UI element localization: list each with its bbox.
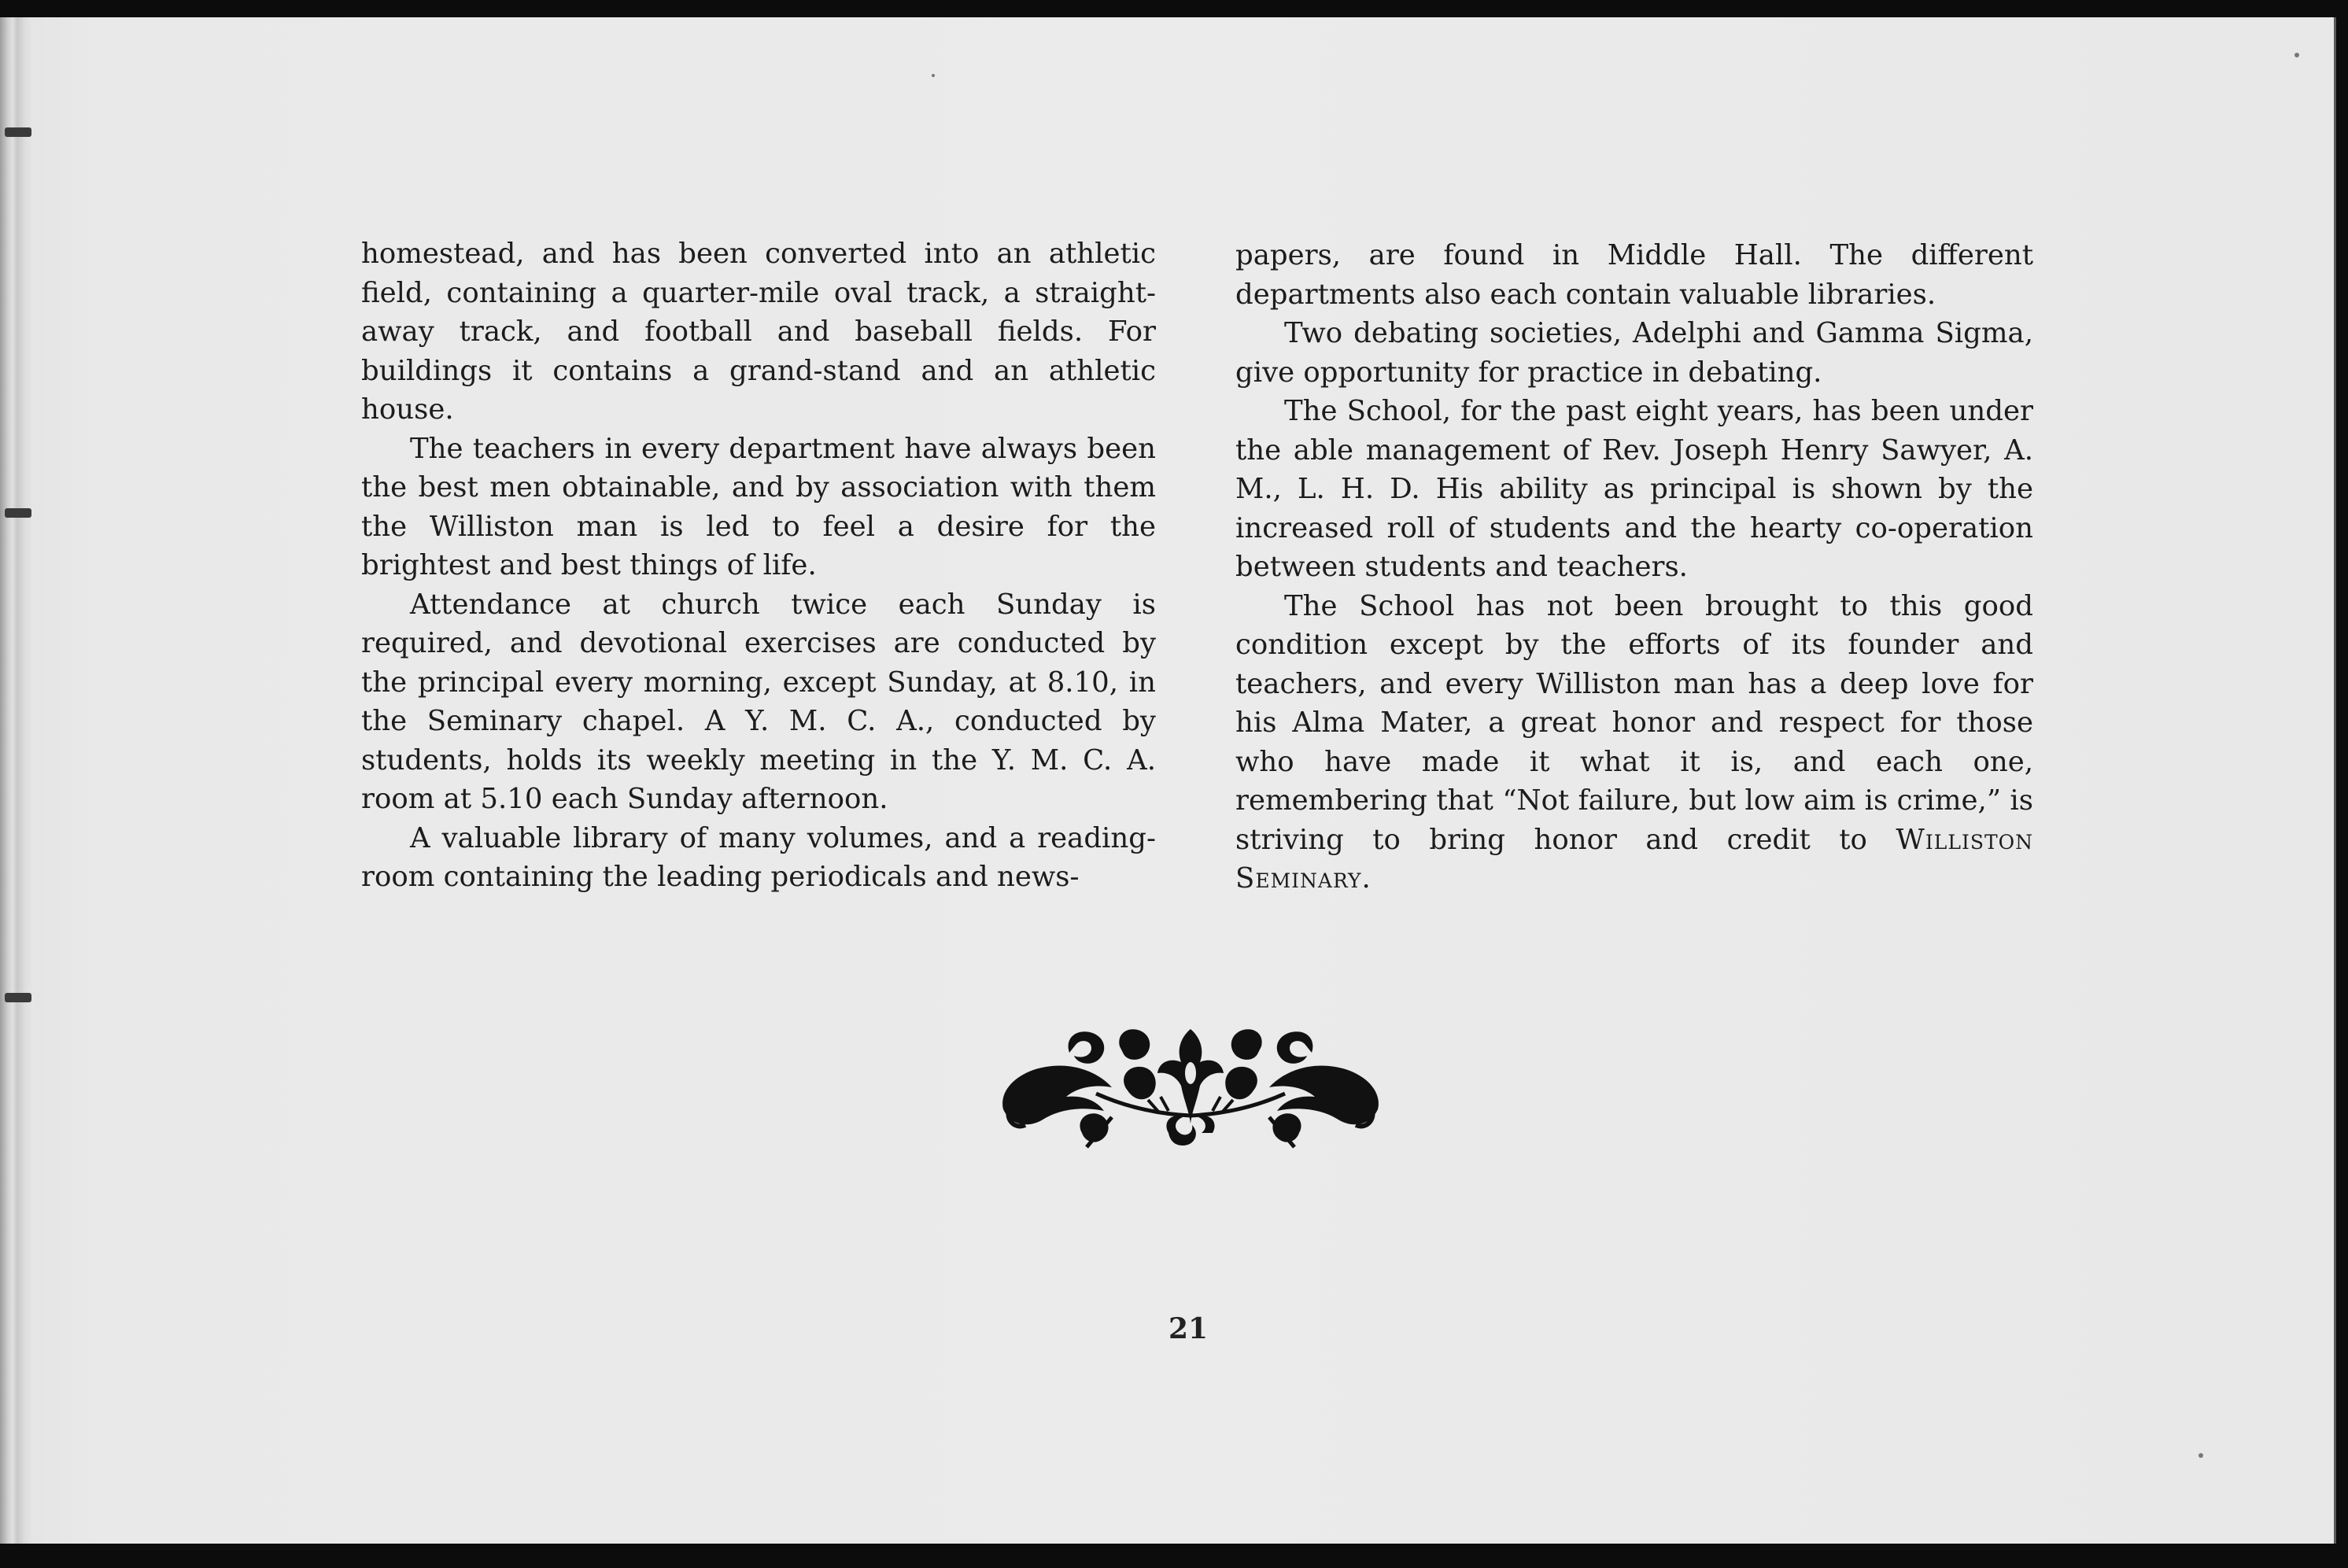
paragraph: The School, for the past eight years, has been under the able management of Rev. Joseph Henry Sawyer, A. M., L. H. D. His ability as principal is shown by the increased roll of students and the hearty co-operation between students and teachers. <box>1235 395 2033 583</box>
binding-staple <box>5 508 31 518</box>
paragraph: Attendance at church twice each Sunday is required, and devotional exercises are conducted by the principal every morning, except Sunday, at 8.10, in the Seminary chapel. A Y. M. C. A., conducted by students, holds its weekly meeting in the Y. M. C. A. room at 5.10 each Sunday afternoon. <box>361 588 1156 815</box>
right-text-column <box>1235 236 2033 898</box>
paragraph-text: The School has not been brought to this good condition except by the efforts of its founder and teachers, and every Williston man has a deep love for his Alma Mater, a great honor and respect for those who have made it what it is, and each one, remembering that “Not failure, but low aim is crime,” is striving to bring honor and credit to <box>1235 589 2033 856</box>
paper-speck <box>2294 53 2299 57</box>
paragraph: A valuable library of many volumes, and a reading-room containing the leading periodicals and news- <box>361 821 1156 893</box>
paragraph-end: . <box>1361 862 1371 895</box>
paragraph: The teachers in every department have always been the best men obtainable, and by association with them the Williston man is led to feel a desire for the brightest and best things of life. <box>361 432 1156 581</box>
paper-speck <box>2198 1453 2203 1458</box>
school-name: Williston Seminary <box>1235 823 2033 895</box>
paragraph <box>1235 587 2033 898</box>
left-text-column <box>361 234 1156 897</box>
page-number: 21 <box>1168 1312 1209 1345</box>
binding-staple <box>5 993 31 1002</box>
paper-speck <box>932 74 935 77</box>
paragraph: Two debating societies, Adelphi and Gamma Sigma, give opportunity for practice in debating. <box>1235 317 2033 389</box>
book-binding <box>0 17 33 1544</box>
binding-staple <box>5 127 31 137</box>
floral-vignette-icon <box>994 1015 1387 1157</box>
paragraph: papers, are found in Middle Hall. The different departments also each contain valuable libraries. <box>1235 239 2033 311</box>
paragraph: homestead, and has been converted into an athletic field, containing a quarter-mile oval track, a straight-away track, and football and baseball fields. For buildings it contains a grand-stand and an athletic house. <box>361 238 1156 426</box>
